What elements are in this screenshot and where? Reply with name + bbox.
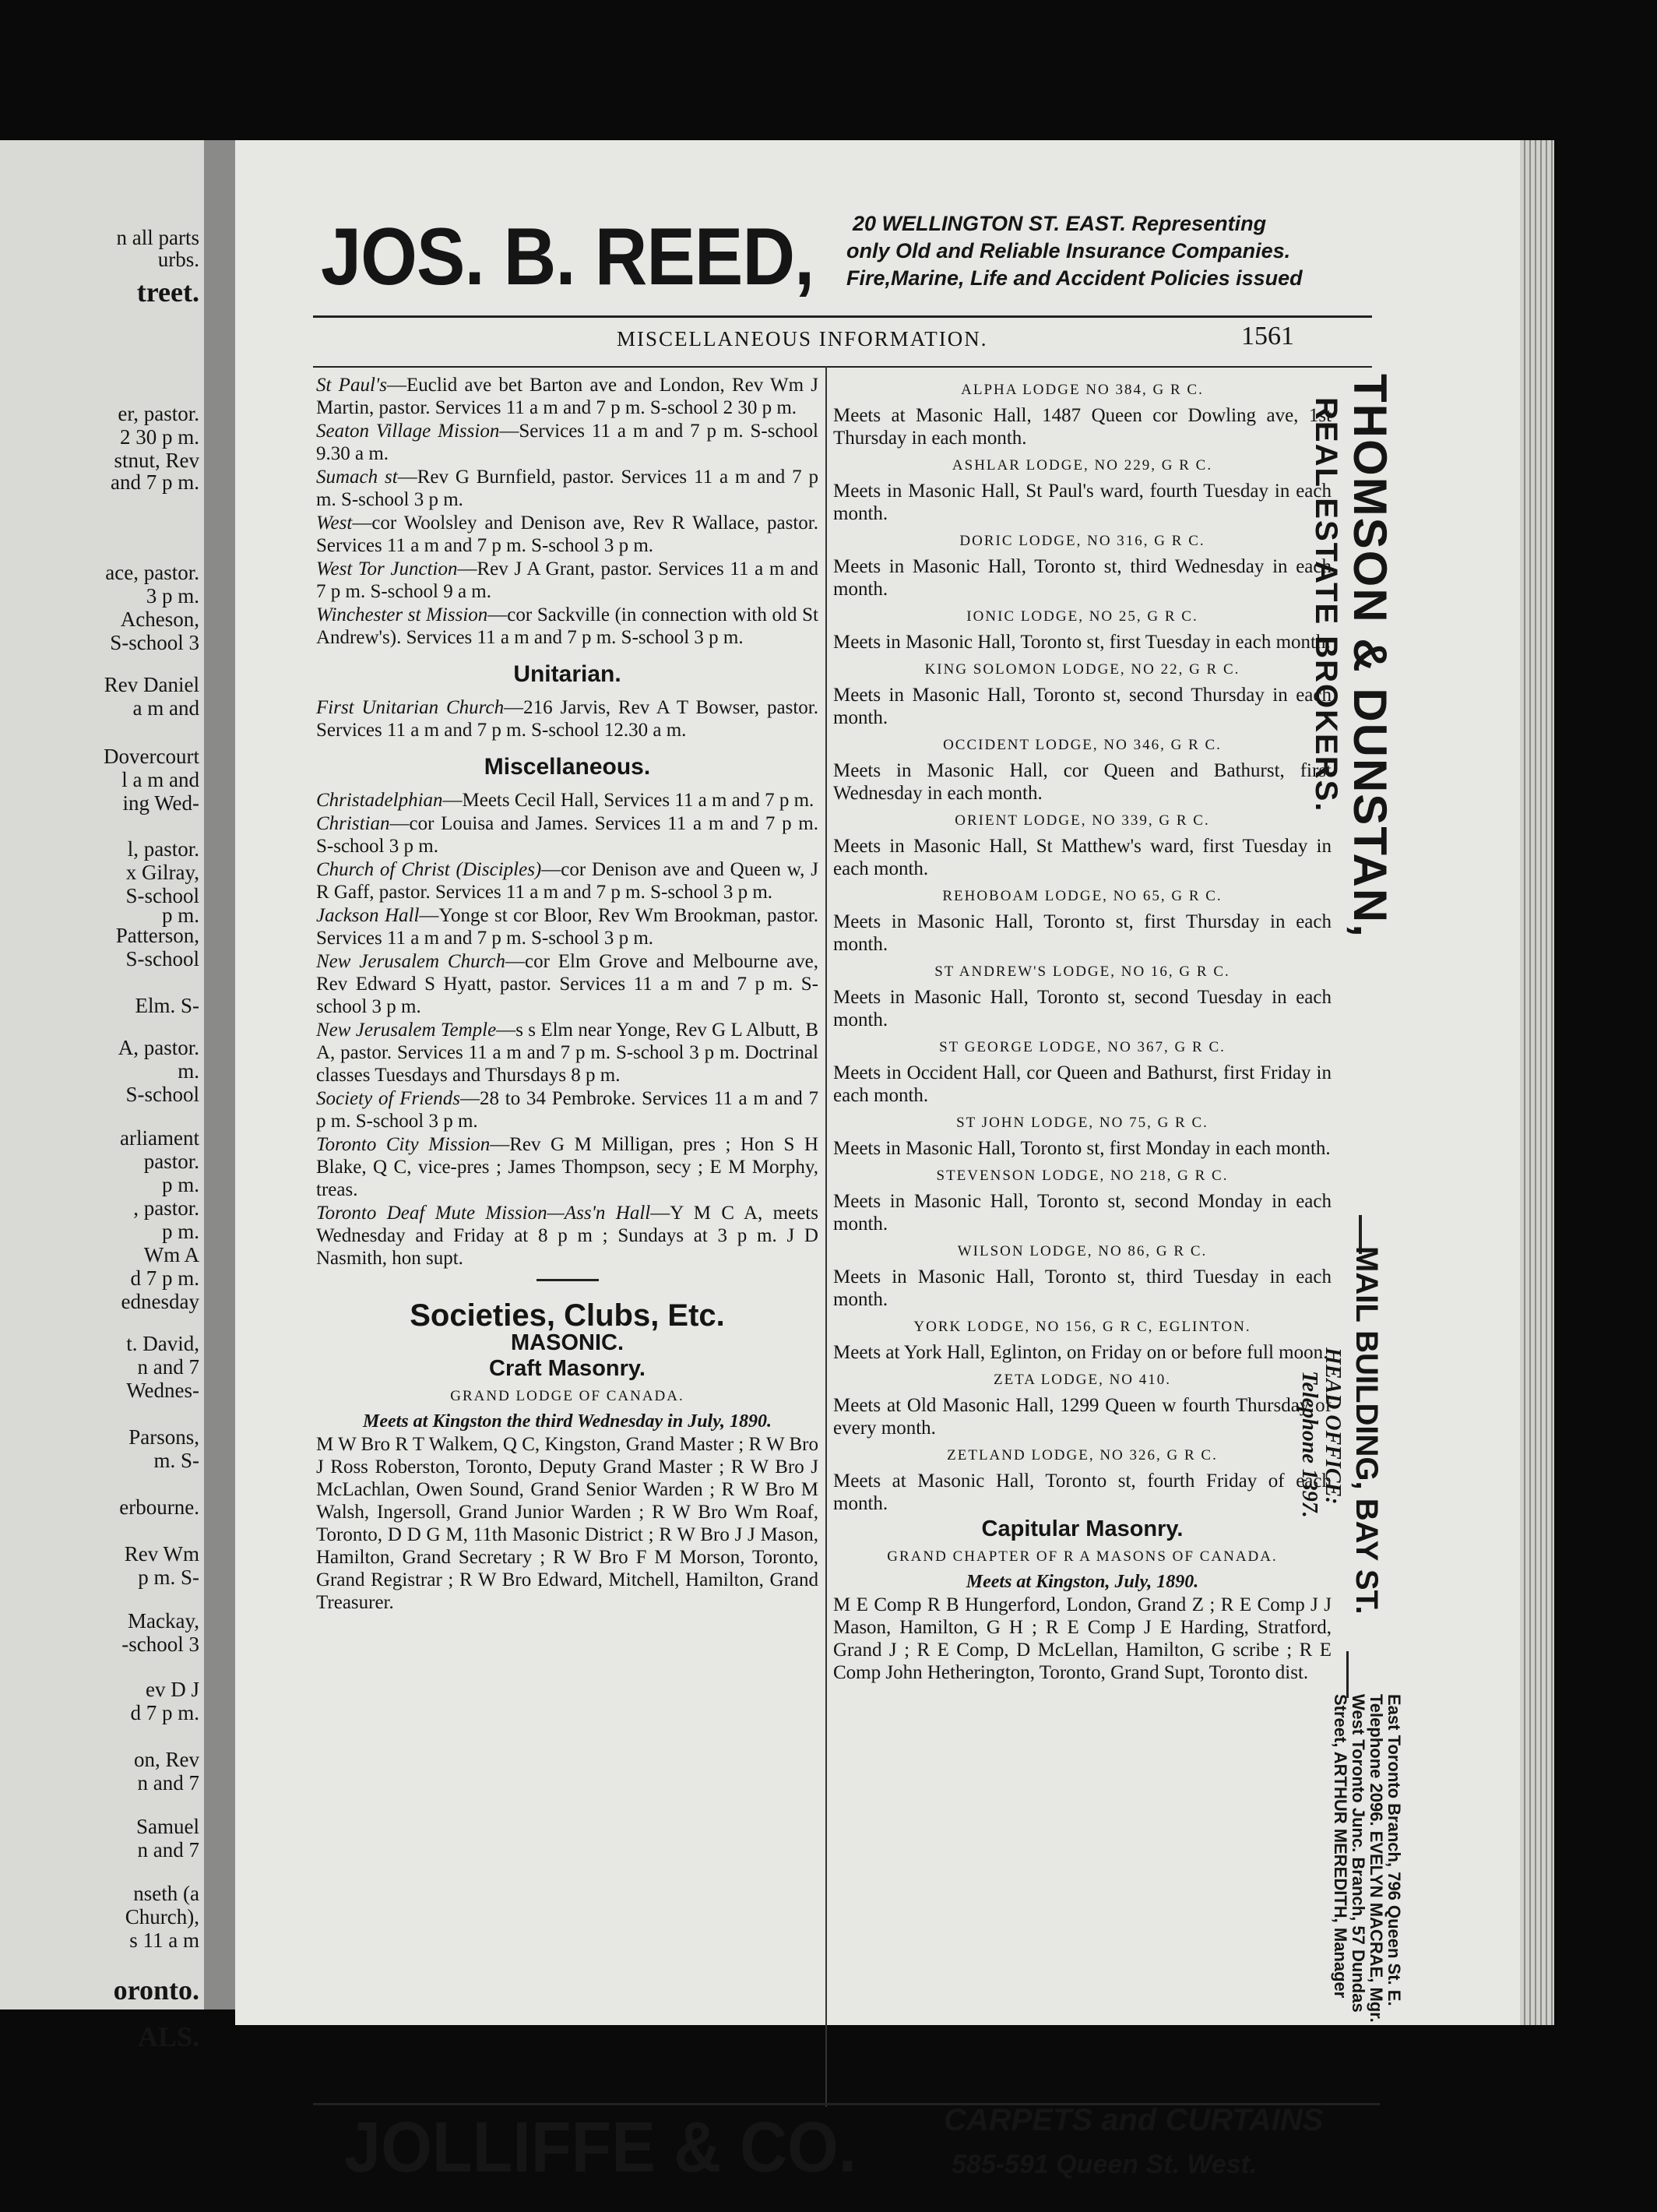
entry-text: —Y M C A, meets Wednesday and Friday at 8 p m ; Sundays at 3 p m. J D Nasmith, hon supt. <box>316 1203 818 1269</box>
strip-text: t. David, <box>126 1332 199 1355</box>
entry <box>316 558 818 603</box>
strip-text: Rev Wm <box>124 1542 199 1566</box>
entry-text: Meets in Masonic Hall, cor Queen and Bathurst, first Wednesday in each month. <box>833 760 1332 804</box>
entry-name: Jackson Hall <box>316 905 420 926</box>
lodge-heading: REHOBOAM LODGE, NO 65, G R C. <box>942 888 1223 904</box>
strip-text: stnut, Rev <box>114 449 199 472</box>
strip-text: 2 30 p m. <box>119 425 199 449</box>
strip-text: S-school <box>125 947 199 970</box>
strip-text: , pastor. <box>133 1196 199 1220</box>
strip-text: pastor. <box>143 1150 199 1173</box>
entry <box>833 1394 1332 1439</box>
entry-name: Church of Christ (Disciples) <box>316 859 542 880</box>
strip-text: -school 3 <box>121 1633 199 1656</box>
column-divider <box>825 366 827 2107</box>
entry-text: Meets in Masonic Hall, Toronto st, first Thursday in each month. <box>833 911 1332 955</box>
footer-advertiser-line2: 585-591 Queen St. West. <box>952 2150 1258 2179</box>
left-column <box>316 374 818 1615</box>
strip-text: S-school 3 <box>110 631 199 654</box>
lodge-heading: GRAND LODGE OF CANADA. <box>450 1388 684 1404</box>
sub-heading: Capitular Masonry. <box>981 1516 1184 1541</box>
side-ad-office: MAIL BUILDING, BAY ST. <box>1349 1246 1384 1615</box>
entry <box>316 858 818 903</box>
section-heading: Unitarian. <box>513 661 621 687</box>
strip-text: d 7 p m. <box>130 1266 199 1290</box>
strip-text: Samuel <box>136 1815 199 1838</box>
entry-text: —Rev J A Grant, pastor. Services 11 a m and 7 p m. S-school 9 a m. <box>316 558 818 602</box>
entry <box>833 1594 1332 1684</box>
strip-text: Church), <box>125 1905 199 1928</box>
strip-text: n and 7 <box>137 1355 199 1379</box>
entry <box>833 480 1332 525</box>
branch-line: Telephone 2096. EVELYN MACRAE, Mgr. <box>1367 1694 1386 2023</box>
strip-text: ednesday <box>121 1290 199 1313</box>
strip-text: arliament <box>120 1126 199 1150</box>
entry <box>833 911 1332 956</box>
entry-text: Meets in Masonic Hall, Toronto st, second Thursday in each month. <box>833 685 1332 728</box>
entry <box>833 631 1332 653</box>
entry <box>316 1133 818 1201</box>
lodge-heading: ST ANDREW'S LODGE, NO 16, G R C. <box>934 963 1230 980</box>
major-heading: Societies, Clubs, Etc. <box>410 1298 725 1333</box>
lodge-heading: ZETA LODGE, NO 410. <box>993 1372 1172 1388</box>
header-advertiser-name: JOS. B. REED, <box>321 212 814 302</box>
adjacent-page-strip <box>0 140 204 2052</box>
entry-text: —cor Elm Grove and Melbourne ave, Rev Edward S Hyatt, pastor. Services 11 a m and 7 p m. S-school 3 p m. <box>316 951 819 1017</box>
entry <box>316 1433 818 1614</box>
entry-name: Society of Friends <box>316 1088 460 1109</box>
strip-text: x Gilray, <box>125 861 199 884</box>
strip-text: ev D J <box>146 1678 199 1701</box>
strip-text: nseth (a <box>133 1882 199 1905</box>
strip-text: Dovercourt <box>104 745 199 768</box>
side-ad-rule <box>1346 1651 1349 1698</box>
entry-text: —s s Elm near Yonge, Rev G L Albutt, B A, pastor. Services 11 a m and 7 p m. S-school 3 p m. Doctrinal classes Tuesdays and Thursdays 8 p m. <box>316 1020 818 1086</box>
lodge-heading: YORK LODGE, NO 156, G R C, EGLINTON. <box>913 1319 1251 1335</box>
strip-text: p m. S- <box>138 1566 199 1589</box>
right-column <box>833 374 1332 1685</box>
entry-name: Toronto Deaf Mute Mission—Ass'n Hall <box>316 1203 651 1224</box>
entry <box>316 374 818 419</box>
strip-text: 3 p m. <box>146 584 199 608</box>
entry-text: Meets at Masonic Hall, 1487 Queen cor Dowling ave, 1st Thursday in each month. <box>833 405 1332 449</box>
strip-text: p m. <box>161 1173 199 1196</box>
entry-text: —216 Jarvis, Rev A T Bowser, pastor. Services 11 a m and 7 p m. S-school 12.30 a m. <box>316 697 818 741</box>
entry <box>316 1087 818 1132</box>
strip-text: treet. <box>136 276 199 308</box>
entry <box>833 1137 1332 1160</box>
entry-name: St Paul's <box>316 375 387 396</box>
sub-heading: MASONIC. <box>511 1330 624 1355</box>
entry-text: Meets in Masonic Hall, Toronto st, third Wednesday in each month. <box>833 556 1332 600</box>
lodge-heading: GRAND CHAPTER OF R A MASONS OF CANADA. <box>887 1548 1278 1565</box>
entry <box>316 789 818 812</box>
entry-text: Meets in Masonic Hall, Toronto st, second Monday in each month. <box>833 1191 1332 1235</box>
entry-name: Christadelphian <box>316 790 443 811</box>
lodge-heading: STEVENSON LODGE, NO 218, G R C. <box>936 1168 1229 1184</box>
entry <box>316 904 818 949</box>
strip-text: n and 7 <box>137 1838 199 1862</box>
entry-name: Winchester st Mission <box>316 604 488 625</box>
entry-text: —cor Louisa and James. Services 11 a m and 7 p m. S-school 3 p m. <box>316 813 818 857</box>
footer-advertiser-name: JOLLIFFE & CO. <box>344 2108 857 2187</box>
side-ad-name: THOMSON & DUNSTAN, <box>1344 374 1396 939</box>
entry-text: Meets in Masonic Hall, Toronto st, third Tuesday in each month. <box>833 1266 1332 1310</box>
strip-text: er, pastor. <box>118 402 199 425</box>
strip-text: urbs. <box>157 248 199 271</box>
lodge-heading: ZETLAND LODGE, NO 326, G R C. <box>947 1447 1218 1464</box>
entry <box>833 1470 1332 1515</box>
header-advertiser-tagline <box>846 210 1303 292</box>
strip-text: on, Rev <box>134 1748 199 1771</box>
strip-text: l, pastor. <box>127 837 199 861</box>
page-number: 1561 <box>1241 322 1294 350</box>
tagline-line: only Old and Reliable Insurance Companies. <box>846 239 1291 262</box>
page-gutter <box>204 140 235 2009</box>
entry-text: —28 to 34 Pembroke. Services 11 a m and 7 p m. S-school 3 p m. <box>316 1088 818 1132</box>
entry-text: Meets at Old Masonic Hall, 1299 Queen w fourth Thursday of every month. <box>833 1395 1332 1439</box>
branch-line: East Toronto Branch, 796 Queen St. E. <box>1384 1694 1404 2006</box>
strip-text: Acheson, <box>120 608 199 631</box>
entry-name: New Jerusalem Temple <box>316 1020 497 1041</box>
header-rule <box>313 315 1372 318</box>
strip-text: ALS. <box>137 2021 199 2052</box>
strip-text: n and 7 <box>137 1771 199 1795</box>
strip-text: S-school <box>125 1083 199 1106</box>
lodge-heading: IONIC LODGE, NO 25, G R C. <box>966 608 1198 625</box>
side-ad-head-office: HEAD OFFICE: <box>1321 1347 1345 1505</box>
tagline-line: 20 WELLINGTON ST. EAST. Representing <box>853 212 1267 235</box>
entry-text: M E Comp R B Hungerford, London, Grand Z ; R E Comp J J Mason, Hamilton, G H ; R E Comp J E Harding, Stratford, Grand J ; R E Comp, D McLellan, Hamilton, G scribe ; R E Comp John Hetherington, Toronto, Grand Supt, Toronto dist. <box>833 1594 1332 1683</box>
entry <box>833 1190 1332 1235</box>
entry-name: First Unitarian Church <box>316 697 505 718</box>
entry-name: Seaton Village Mission <box>316 421 500 442</box>
strip-text: A, pastor. <box>118 1036 199 1059</box>
entry-text: Meets in Masonic Hall, Toronto st, first Tuesday in each month. <box>833 632 1331 653</box>
strip-text: s 11 a m <box>129 1928 199 1952</box>
entry-text: —cor Sackville (in connection with old St Andrew's). Services 11 a m and 7 p m. S-school 3 p m. <box>316 604 818 648</box>
strip-text: Elm. S- <box>135 994 199 1017</box>
entry-text: —Rev G Burnfield, pastor. Services 11 a m and 7 p m. S-school 3 p m. <box>316 467 818 510</box>
entry-text: Meets in Masonic Hall, St Matthew's ward, first Tuesday in each month. <box>833 836 1332 879</box>
entry-text: Meets in Masonic Hall, Toronto st, second Tuesday in each month. <box>833 987 1332 1030</box>
entry <box>833 835 1332 880</box>
lodge-heading: ST JOHN LODGE, NO 75, G R C. <box>956 1115 1208 1131</box>
entry-text: Meets at York Hall, Eglinton, on Friday on or before full moon. <box>833 1342 1328 1363</box>
strip-text: m. <box>178 1059 199 1083</box>
entry-text: —Euclid ave bet Barton ave and London, Rev Wm J Martin, pastor. Services 11 a m and 7 p m. S-school 2 30 p m. <box>316 375 819 418</box>
entry-text: M W Bro R T Walkem, Q C, Kingston, Grand Master ; R W Bro J Ross Roberston, Toronto, Deputy Grand Master ; R W Bro J McLachlan, Owen Sound, Grand Senior Warden ; R W Bro M Walsh, Ingersoll, Grand Junior Warden ; R W Bro Wm Roaf, Toronto, D D G M, 11th Masonic District ; R W Bro J J Mason, Hamilton, Grand Secretary ; R W Bro F M Morson, Toronto, Grand Registrar ; R W Bro Edward, Mitchell, Hamilton, Grand Treasurer. <box>316 1434 818 1613</box>
entry <box>316 420 818 465</box>
entry-text: —Services 11 a m and 7 p m. S-school 9.30 a m. <box>316 421 818 464</box>
entry-name: New Jerusalem Church <box>316 951 505 972</box>
strip-text: S-school <box>125 884 199 907</box>
strip-text: Patterson, <box>115 924 199 947</box>
page-edges <box>1520 140 1554 2025</box>
branch-line: West Toronto Junc. Branch, 57 Dundas <box>1349 1694 1368 2013</box>
sub-heading: Craft Masonry. <box>489 1356 646 1381</box>
strip-text: ace, pastor. <box>105 561 199 584</box>
strip-text: p m. <box>161 1220 199 1243</box>
lodge-heading: ALPHA LODGE NO 384, G R C. <box>961 382 1204 398</box>
meeting-note: Meets at Kingston the third Wednesday in July, 1890. <box>363 1411 772 1432</box>
section-dash <box>537 1279 599 1281</box>
entry <box>316 1202 818 1270</box>
running-head: MISCELLANEOUS INFORMATION. <box>617 327 988 350</box>
entry-text: —Meets Cecil Hall, Services 11 a m and 7 p m. <box>442 790 814 811</box>
branch-line: Street, ARTHUR MEREDITH, Manager <box>1331 1694 1350 1999</box>
entry <box>833 1266 1332 1311</box>
footer-advertiser-line1: CARPETS and CURTAINS <box>944 2103 1324 2137</box>
strip-text: m. S- <box>153 1449 199 1472</box>
strip-text: Wm A <box>143 1243 199 1266</box>
strip-text: erbourne. <box>119 1495 199 1519</box>
entry <box>316 466 818 511</box>
strip-text: ing Wed- <box>122 791 199 815</box>
strip-text: Parsons, <box>128 1425 199 1449</box>
side-ad-branches <box>1332 1694 1403 2023</box>
entry <box>833 1341 1332 1364</box>
lodge-heading: OCCIDENT LODGE, NO 346, G R C. <box>943 737 1222 753</box>
entry-text: —cor Denison ave and Queen w, J R Gaff, pastor. Services 11 a m and 7 p m. S-school 3 p m. <box>316 859 818 903</box>
strip-text: a m and <box>132 696 199 720</box>
entry <box>833 1062 1332 1107</box>
entry-text: —cor Woolsley and Denison ave, Rev R Wallace, pastor. Services 11 a m and 7 p m. S-school 3 p m. <box>316 512 818 556</box>
section-heading: Miscellaneous. <box>484 754 651 780</box>
lodge-heading: ORIENT LODGE, NO 339, G R C. <box>955 812 1210 829</box>
entry <box>833 404 1332 449</box>
entry <box>316 1019 818 1087</box>
entry-text: Meets in Occident Hall, cor Queen and Bathurst, first Friday in each month. <box>833 1062 1332 1106</box>
strip-text: p m. <box>161 903 199 927</box>
side-ad-subtitle: REAL ESTATE BROKERS. <box>1309 397 1343 813</box>
entry-text: —Yonge st cor Bloor, Rev Wm Brookman, pastor. Services 11 a m and 7 p m. S-school 3 p m. <box>316 905 819 949</box>
entry <box>316 696 818 741</box>
strip-text: Mackay, <box>128 1609 199 1633</box>
strip-text: Wednes- <box>126 1379 199 1402</box>
entry <box>316 604 818 649</box>
entry <box>833 684 1332 729</box>
entry <box>833 759 1332 805</box>
entry <box>833 555 1332 601</box>
entry <box>833 986 1332 1031</box>
lodge-heading: ASHLAR LODGE, NO 229, G R C. <box>952 457 1213 474</box>
entry-name: Toronto City Mission <box>316 1134 491 1155</box>
lodge-heading: ST GEORGE LODGE, NO 367, G R C. <box>939 1039 1226 1055</box>
strip-text: n all parts <box>116 226 199 249</box>
lodge-heading: DORIC LODGE, NO 316, G R C. <box>959 533 1205 549</box>
tagline-line: Fire,Marine, Life and Accident Policies issued <box>846 266 1303 290</box>
strip-text: d 7 p m. <box>130 1701 199 1724</box>
side-ad-telephone: Telephone 1397. <box>1297 1371 1321 1518</box>
running-head-rule <box>313 366 1372 368</box>
entry <box>316 812 818 858</box>
strip-text: and 7 p m. <box>111 470 199 494</box>
main-page <box>235 140 1520 2187</box>
entry-name: Sumach st <box>316 467 398 488</box>
entry-text: Meets in Masonic Hall, Toronto st, first Monday in each month. <box>833 1138 1331 1159</box>
strip-text: Rev Daniel <box>104 673 199 696</box>
entry-name: West Tor Junction <box>316 558 458 579</box>
strip-text: l a m and <box>121 768 199 791</box>
entry <box>316 950 818 1018</box>
entry-text: —Rev G M Milligan, pres ; Hon S H Blake, Q C, vice-pres ; James Thompson, secy ; E M Morphy, treas. <box>316 1134 818 1200</box>
entry <box>316 512 818 557</box>
lodge-heading: WILSON LODGE, NO 86, G R C. <box>957 1243 1208 1259</box>
entry-name: Christian <box>316 813 390 834</box>
meeting-note: Meets at Kingston, July, 1890. <box>966 1572 1199 1592</box>
strip-text: oronto. <box>113 1974 199 2006</box>
lodge-heading: KING SOLOMON LODGE, NO 22, G R C. <box>924 661 1240 678</box>
entry-name: West <box>316 512 353 534</box>
entry-text: Meets at Masonic Hall, Toronto st, fourth Friday of each month. <box>833 1471 1332 1514</box>
entry-text: Meets in Masonic Hall, St Paul's ward, fourth Tuesday in each month. <box>833 481 1332 524</box>
